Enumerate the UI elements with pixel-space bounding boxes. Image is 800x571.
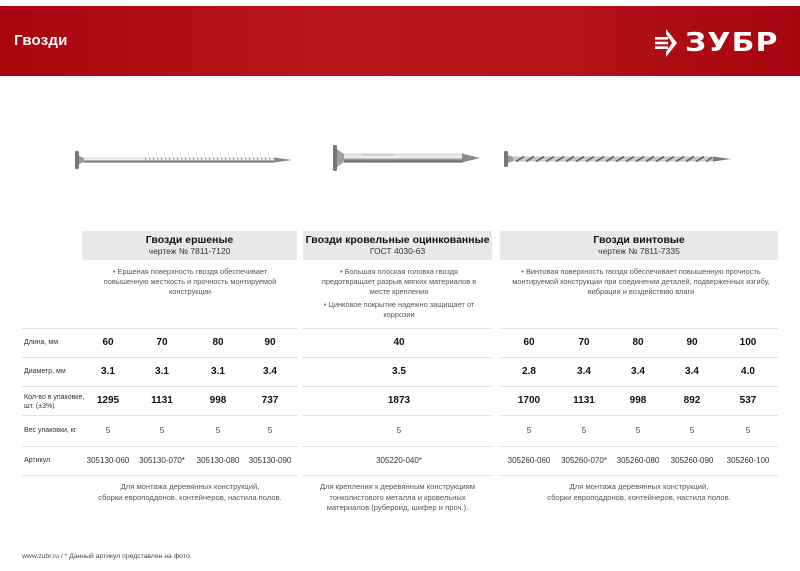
product-header-screw: [500, 231, 778, 260]
footer-note: www.zubr.ru / * Данный артикул представлен на фото.: [22, 553, 192, 560]
length-cell: 70: [578, 337, 590, 348]
feature-item: • Винтовая поверхность гвоздя обеспечивает повышенную прочность монтируемой конструкции при соединении деталей, подверженных изгибу, вибрации и воздействию влаги: [510, 267, 772, 297]
article-cell: 305130-090: [248, 456, 292, 465]
diameter-cell: 3.1: [211, 366, 225, 377]
row-divider: [500, 446, 778, 447]
usage-line: материалов (рубероид, шифер и проч.).: [326, 503, 469, 512]
quantity-cell: 1873: [387, 395, 411, 406]
row-divider: [22, 386, 298, 387]
row-divider: [500, 386, 778, 387]
weight-cell: 5: [159, 426, 165, 435]
weight-cell: 5: [635, 426, 641, 435]
row-divider: [500, 328, 778, 329]
weight-cell: 5: [396, 426, 402, 435]
article-cell: 305130-070*: [139, 456, 185, 465]
usage-line: Для монтажа деревянных конструкций,: [569, 482, 709, 491]
product-standard: ГОСТ 4030-63: [369, 246, 426, 256]
row-label-quantity-line2: шт. (±3%): [24, 403, 55, 410]
length-cell: 80: [212, 337, 224, 348]
product-name: Гвозди ершеные: [145, 234, 234, 246]
quantity-cell: 737: [261, 395, 279, 406]
diameter-cell: 3.5: [392, 366, 406, 377]
row-divider: [22, 446, 298, 447]
brand-logo: [653, 28, 778, 58]
usage-line: Для крепления к деревянным конструкциям: [319, 482, 476, 491]
feature-item: • Цинковое покрытие надежно защищает от коррозии: [318, 300, 480, 320]
brand-name: ЗУБР: [684, 28, 779, 58]
row-divider: [500, 475, 778, 476]
article-cell: 305260-070*: [561, 456, 607, 465]
features-roofing: [318, 267, 480, 320]
length-cell: 90: [264, 337, 276, 348]
roofing-nail-image: [330, 142, 485, 174]
quantity-cell: 537: [739, 395, 757, 406]
diameter-cell: 4.0: [741, 366, 755, 377]
row-divider: [303, 357, 492, 358]
diameter-cell: 3.1: [155, 366, 169, 377]
quantity-cell: 1131: [573, 395, 595, 406]
article-cell: 305130-060: [86, 456, 130, 465]
usage-line: сборки европоддонов, контейнеров, настила полов.: [98, 492, 282, 502]
length-cell: 60: [102, 337, 114, 348]
diameter-cell: 3.1: [101, 366, 115, 377]
article-cell: 305220-040*: [376, 456, 422, 465]
row-divider: [22, 328, 298, 329]
weight-cell: 5: [105, 426, 111, 435]
quantity-cell: 1295: [96, 395, 120, 406]
article-cell: 305260-080: [616, 456, 660, 465]
product-name: Гвозди винтовые: [593, 234, 685, 246]
weight-cell: 5: [215, 426, 221, 435]
diameter-cell: 3.4: [577, 366, 591, 377]
zubr-logo-icon: [653, 28, 679, 58]
quantity-cell: 1700: [517, 395, 541, 406]
row-divider: [22, 475, 298, 476]
row-label-length: Длина, мм: [24, 339, 59, 346]
row-divider: [303, 386, 492, 387]
diameter-cell: 3.4: [685, 366, 699, 377]
usage-ring-shank: [82, 482, 298, 503]
weight-cell: 5: [581, 426, 587, 435]
weight-cell: 5: [745, 426, 751, 435]
quantity-cell: 998: [209, 395, 227, 406]
article-cell: 305130-080: [196, 456, 240, 465]
quantity-cell: 998: [629, 395, 647, 406]
row-divider: [22, 357, 298, 358]
length-cell: 100: [739, 337, 757, 348]
product-header-roofing: [303, 231, 492, 260]
screw-nail-image: [502, 148, 734, 170]
feature-item: • Большая плоская головка гвоздя предотвращает разрыв мягких материалов в месте крепления: [318, 267, 480, 297]
usage-screw: [500, 482, 778, 503]
row-divider: [303, 475, 492, 476]
article-cell: 305260-100: [726, 456, 770, 465]
feature-item: • Ершеная поверхность гвоздя обеспечивает повышенную жесткость и прочность монтируемой конструкции: [100, 267, 280, 297]
features-ring-shank: [100, 267, 280, 297]
row-divider: [22, 415, 298, 416]
length-cell: 90: [686, 337, 698, 348]
row-label-article: Артикул: [24, 457, 51, 464]
row-label-quantity: [24, 393, 84, 411]
ring-shank-nail-image: [70, 148, 295, 172]
length-cell: 70: [156, 337, 168, 348]
row-divider: [303, 446, 492, 447]
row-label-diameter: Диаметр, мм: [24, 368, 66, 375]
diameter-cell: 3.4: [263, 366, 277, 377]
product-name: Гвозди кровельные оцинкованные: [305, 234, 490, 246]
product-standard: чертеж № 7811-7120: [148, 246, 231, 256]
row-divider: [303, 415, 492, 416]
length-cell: 60: [523, 337, 535, 348]
diameter-cell: 2.8: [522, 366, 536, 377]
features-screw: [510, 267, 772, 297]
weight-cell: 5: [267, 426, 273, 435]
weight-cell: 5: [526, 426, 532, 435]
header-banner: [0, 6, 800, 76]
row-label-weight: Вес упаковки, кг: [24, 427, 77, 434]
row-divider: [500, 357, 778, 358]
row-divider: [500, 415, 778, 416]
product-header-ring-shank: [82, 231, 297, 260]
usage-line: Для монтажа деревянных конструкций,: [120, 482, 260, 491]
product-standard: чертеж № 7811-7335: [598, 246, 680, 256]
usage-line: сборки европоддонов, контейнеров, настила полов.: [547, 492, 731, 502]
row-label-quantity-line1: Кол-во в упаковке,: [24, 394, 85, 401]
weight-cell: 5: [689, 426, 695, 435]
article-cell: 305260-090: [670, 456, 714, 465]
usage-line: тонколистового металла и кровельных: [329, 492, 466, 502]
article-cell: 305260-060: [507, 456, 551, 465]
quantity-cell: 892: [683, 395, 701, 406]
length-cell: 80: [632, 337, 644, 348]
length-cell: 40: [393, 337, 405, 348]
diameter-cell: 3.4: [631, 366, 645, 377]
page-title: Гвозди: [14, 32, 68, 49]
row-divider: [303, 328, 492, 329]
usage-roofing: [303, 482, 492, 514]
quantity-cell: 1131: [151, 395, 173, 406]
